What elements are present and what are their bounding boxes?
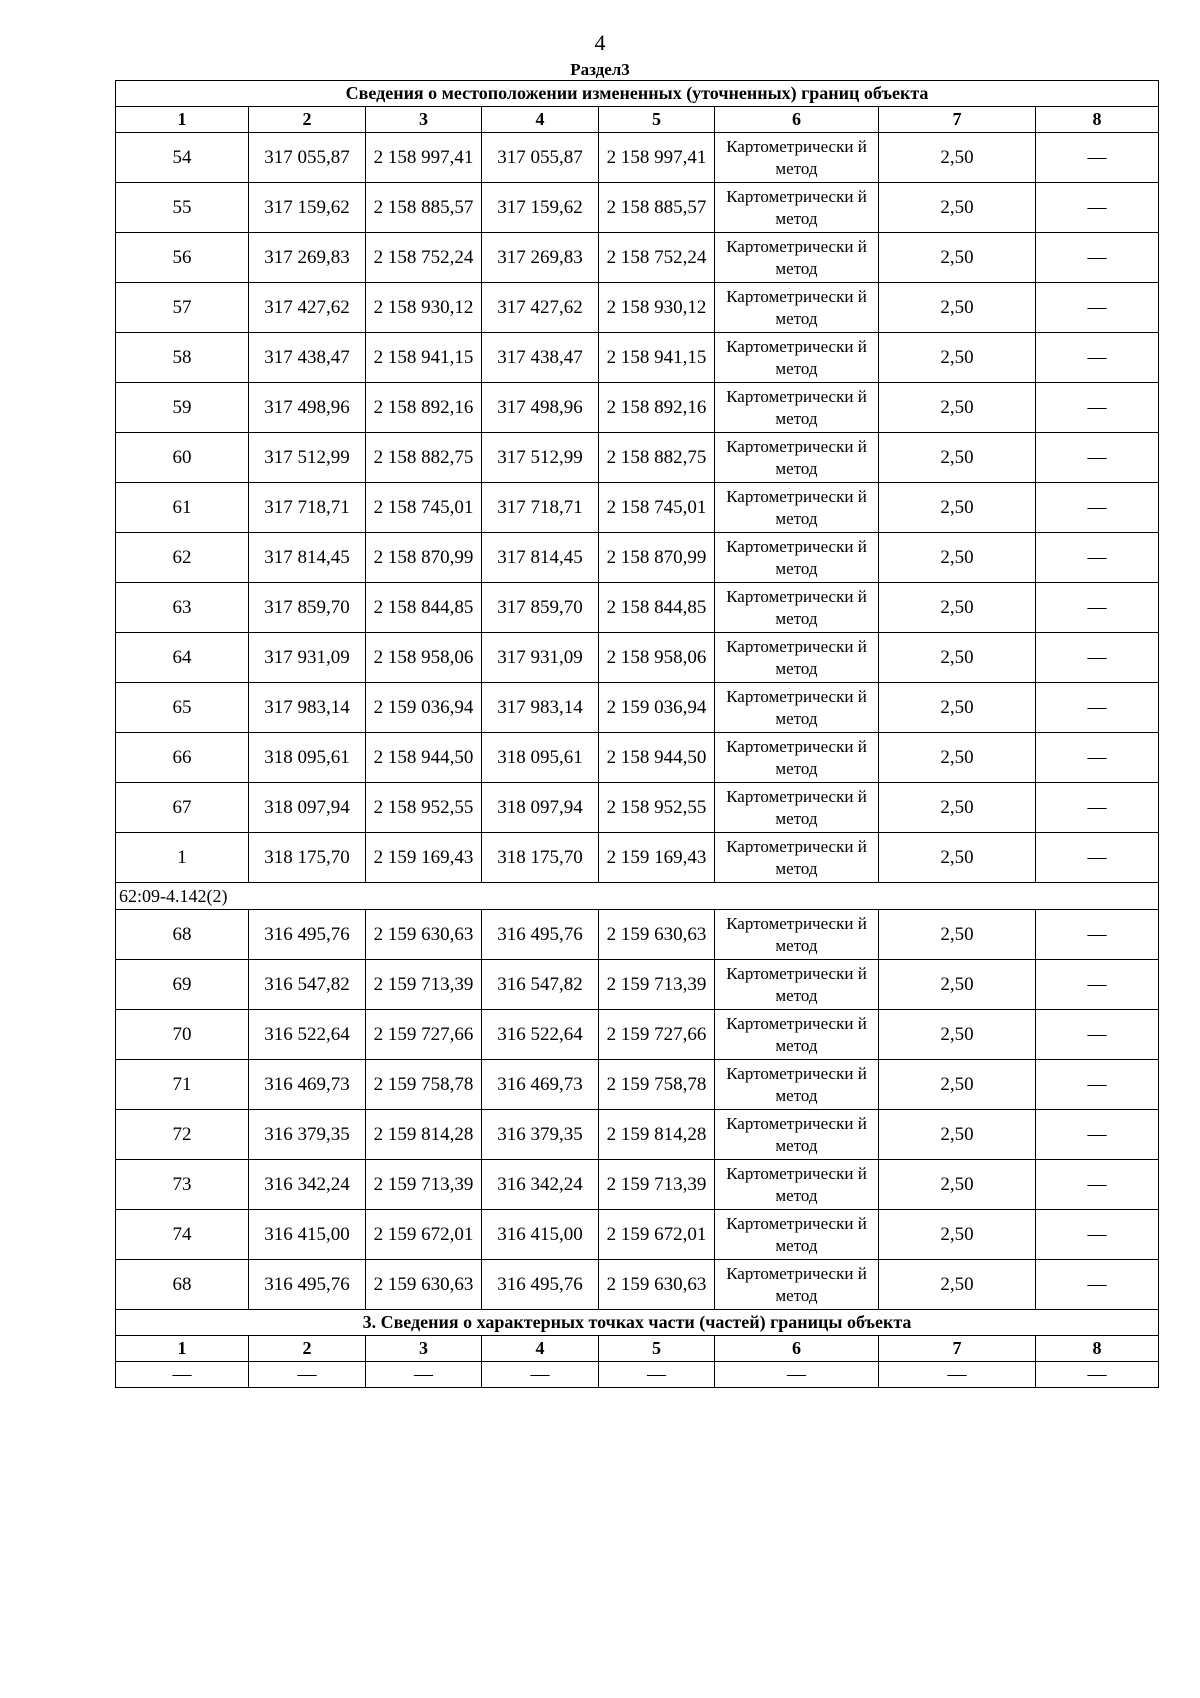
y-new-cell: 2 158 930,12 [599,283,715,333]
column-number: 5 [599,107,715,133]
y-new-cell: 2 158 885,57 [599,183,715,233]
x-old-cell: 316 379,35 [249,1110,366,1160]
dash-cell: — [715,1362,879,1388]
table-row [116,483,1159,533]
accuracy-cell: 2,50 [879,283,1036,333]
accuracy-cell: 2,50 [879,1160,1036,1210]
x-new-cell: 317 859,70 [482,583,599,633]
part-section-title: 3. Сведения о характерных точках части (частей) границы объекта [116,1310,1159,1336]
table-row [116,733,1159,783]
y-new-cell: 2 158 958,06 [599,633,715,683]
x-old-cell: 317 159,62 [249,183,366,233]
x-old-cell: 317 983,14 [249,683,366,733]
point-number-cell: 74 [116,1210,249,1260]
x-new-cell: 316 495,76 [482,1260,599,1310]
y-old-cell: 2 158 870,99 [366,533,482,583]
y-old-cell: 2 159 672,01 [366,1210,482,1260]
method-cell: Картометрически й метод [715,1260,879,1310]
x-old-cell: 317 512,99 [249,433,366,483]
point-number-cell: 57 [116,283,249,333]
point-number-cell: 72 [116,1110,249,1160]
column-number: 7 [879,107,1036,133]
column-number-row [116,107,1159,133]
y-new-cell: 2 158 944,50 [599,733,715,783]
x-old-cell: 316 522,64 [249,1010,366,1060]
column-number: 7 [879,1336,1036,1362]
column-number: 8 [1036,107,1159,133]
x-old-cell: 316 495,76 [249,910,366,960]
method-cell: Картометрически й метод [715,633,879,683]
table-row [116,183,1159,233]
accuracy-cell: 2,50 [879,233,1036,283]
y-new-cell: 2 159 814,28 [599,1110,715,1160]
dash-cell: — [879,1362,1036,1388]
x-new-cell: 317 814,45 [482,533,599,583]
description-cell: — [1036,583,1159,633]
y-new-cell: 2 159 630,63 [599,910,715,960]
y-old-cell: 2 158 997,41 [366,133,482,183]
description-cell: — [1036,1110,1159,1160]
table-row [116,960,1159,1010]
method-cell: Картометрически й метод [715,133,879,183]
y-old-cell: 2 159 727,66 [366,1010,482,1060]
table-row [116,433,1159,483]
y-old-cell: 2 158 752,24 [366,233,482,283]
y-old-cell: 2 158 844,85 [366,583,482,633]
accuracy-cell: 2,50 [879,833,1036,883]
description-cell: — [1036,910,1159,960]
description-cell: — [1036,183,1159,233]
method-cell: Картометрически й метод [715,1060,879,1110]
x-old-cell: 316 469,73 [249,1060,366,1110]
column-number: 8 [1036,1336,1159,1362]
accuracy-cell: 2,50 [879,133,1036,183]
x-old-cell: 317 498,96 [249,383,366,433]
table-title: Сведения о местоположении измененных (уточненных) границ объекта [116,81,1159,107]
method-cell: Картометрически й метод [715,1210,879,1260]
point-number-cell: 58 [116,333,249,383]
point-number-cell: 63 [116,583,249,633]
table-title-row [116,81,1159,107]
x-new-cell: 317 983,14 [482,683,599,733]
y-new-cell: 2 158 882,75 [599,433,715,483]
dash-cell: — [366,1362,482,1388]
x-old-cell: 317 055,87 [249,133,366,183]
point-number-cell: 68 [116,1260,249,1310]
table-row [116,1160,1159,1210]
point-number-cell: 73 [116,1160,249,1210]
dash-cell: — [116,1362,249,1388]
y-new-cell: 2 159 036,94 [599,683,715,733]
column-number: 1 [116,107,249,133]
point-number-cell: 67 [116,783,249,833]
x-new-cell: 317 931,09 [482,633,599,683]
y-new-cell: 2 158 752,24 [599,233,715,283]
table-row [116,1210,1159,1260]
x-old-cell: 318 095,61 [249,733,366,783]
description-cell: — [1036,1060,1159,1110]
table-row [116,633,1159,683]
point-number-cell: 55 [116,183,249,233]
method-cell: Картометрически й метод [715,183,879,233]
description-cell: — [1036,833,1159,883]
y-new-cell: 2 158 892,16 [599,383,715,433]
description-cell: — [1036,1010,1159,1060]
accuracy-cell: 2,50 [879,1060,1036,1110]
method-cell: Картометрически й метод [715,283,879,333]
point-number-cell: 70 [116,1010,249,1060]
y-new-cell: 2 158 844,85 [599,583,715,633]
point-number-cell: 71 [116,1060,249,1110]
accuracy-cell: 2,50 [879,960,1036,1010]
description-cell: — [1036,1210,1159,1260]
y-new-cell: 2 158 870,99 [599,533,715,583]
method-cell: Картометрически й метод [715,233,879,283]
y-old-cell: 2 158 944,50 [366,733,482,783]
point-number-cell: 68 [116,910,249,960]
y-old-cell: 2 158 882,75 [366,433,482,483]
method-cell: Картометрически й метод [715,783,879,833]
y-new-cell: 2 159 169,43 [599,833,715,883]
accuracy-cell: 2,50 [879,183,1036,233]
y-old-cell: 2 159 630,63 [366,1260,482,1310]
column-number: 3 [366,1336,482,1362]
point-number-cell: 61 [116,483,249,533]
section-label: Раздел3 [570,60,630,79]
dash-cell: — [482,1362,599,1388]
x-new-cell: 317 055,87 [482,133,599,183]
dash-cell: — [1036,1362,1159,1388]
x-new-cell: 316 522,64 [482,1010,599,1060]
method-cell: Картометрически й метод [715,1160,879,1210]
column-number: 6 [715,107,879,133]
x-new-cell: 316 415,00 [482,1210,599,1260]
table-row [116,583,1159,633]
y-old-cell: 2 158 941,15 [366,333,482,383]
description-cell: — [1036,783,1159,833]
accuracy-cell: 2,50 [879,433,1036,483]
table-row [116,283,1159,333]
group-row [116,883,1159,910]
y-new-cell: 2 159 713,39 [599,960,715,1010]
point-number-cell: 66 [116,733,249,783]
table-row [116,383,1159,433]
table-row [116,910,1159,960]
description-cell: — [1036,683,1159,733]
y-new-cell: 2 158 745,01 [599,483,715,533]
accuracy-cell: 2,50 [879,383,1036,433]
x-old-cell: 316 342,24 [249,1160,366,1210]
description-cell: — [1036,1160,1159,1210]
method-cell: Картометрически й метод [715,333,879,383]
page-number: 4 [594,30,606,55]
y-new-cell: 2 159 713,39 [599,1160,715,1210]
y-old-cell: 2 159 713,39 [366,960,482,1010]
x-new-cell: 318 095,61 [482,733,599,783]
y-old-cell: 2 159 036,94 [366,683,482,733]
x-old-cell: 317 438,47 [249,333,366,383]
description-cell: — [1036,383,1159,433]
description-cell: — [1036,633,1159,683]
y-old-cell: 2 159 630,63 [366,910,482,960]
x-new-cell: 317 427,62 [482,283,599,333]
table-row [116,233,1159,283]
y-old-cell: 2 158 885,57 [366,183,482,233]
y-old-cell: 2 158 952,55 [366,783,482,833]
table-row [116,1060,1159,1110]
x-new-cell: 317 159,62 [482,183,599,233]
y-old-cell: 2 159 713,39 [366,1160,482,1210]
column-number: 1 [116,1336,249,1362]
point-number-cell: 69 [116,960,249,1010]
description-cell: — [1036,1260,1159,1310]
x-old-cell: 318 175,70 [249,833,366,883]
x-old-cell: 316 547,82 [249,960,366,1010]
method-cell: Картометрически й метод [715,960,879,1010]
x-old-cell: 318 097,94 [249,783,366,833]
column-number: 6 [715,1336,879,1362]
table-row [116,783,1159,833]
y-new-cell: 2 159 672,01 [599,1210,715,1260]
x-new-cell: 316 379,35 [482,1110,599,1160]
column-number: 2 [249,107,366,133]
part-column-number-row [116,1336,1159,1362]
point-number-cell: 56 [116,233,249,283]
description-cell: — [1036,233,1159,283]
method-cell: Картометрически й метод [715,733,879,783]
x-new-cell: 316 547,82 [482,960,599,1010]
x-new-cell: 316 469,73 [482,1060,599,1110]
accuracy-cell: 2,50 [879,733,1036,783]
table-row [116,1110,1159,1160]
x-new-cell: 316 342,24 [482,1160,599,1210]
part-section-title-row [116,1310,1159,1336]
x-old-cell: 316 495,76 [249,1260,366,1310]
column-number: 3 [366,107,482,133]
accuracy-cell: 2,50 [879,1210,1036,1260]
description-cell: — [1036,433,1159,483]
dash-cell: — [249,1362,366,1388]
accuracy-cell: 2,50 [879,1260,1036,1310]
x-new-cell: 318 175,70 [482,833,599,883]
x-new-cell: 318 097,94 [482,783,599,833]
x-new-cell: 317 718,71 [482,483,599,533]
y-new-cell: 2 159 630,63 [599,1260,715,1310]
part-empty-row [116,1362,1159,1388]
x-old-cell: 317 718,71 [249,483,366,533]
y-new-cell: 2 159 758,78 [599,1060,715,1110]
method-cell: Картометрически й метод [715,483,879,533]
x-new-cell: 317 438,47 [482,333,599,383]
accuracy-cell: 2,50 [879,783,1036,833]
y-old-cell: 2 158 892,16 [366,383,482,433]
column-number: 4 [482,1336,599,1362]
accuracy-cell: 2,50 [879,333,1036,383]
description-cell: — [1036,283,1159,333]
x-new-cell: 317 512,99 [482,433,599,483]
method-cell: Картометрически й метод [715,533,879,583]
method-cell: Картометрически й метод [715,1110,879,1160]
table-row [116,1010,1159,1060]
x-old-cell: 317 427,62 [249,283,366,333]
point-number-cell: 54 [116,133,249,183]
x-old-cell: 317 859,70 [249,583,366,633]
x-old-cell: 317 814,45 [249,533,366,583]
x-new-cell: 316 495,76 [482,910,599,960]
y-old-cell: 2 158 958,06 [366,633,482,683]
accuracy-cell: 2,50 [879,1010,1036,1060]
y-new-cell: 2 158 997,41 [599,133,715,183]
x-old-cell: 316 415,00 [249,1210,366,1260]
point-number-cell: 1 [116,833,249,883]
accuracy-cell: 2,50 [879,483,1036,533]
column-number: 2 [249,1336,366,1362]
x-new-cell: 317 269,83 [482,233,599,283]
accuracy-cell: 2,50 [879,910,1036,960]
method-cell: Картометрически й метод [715,683,879,733]
x-old-cell: 317 269,83 [249,233,366,283]
table-row [116,683,1159,733]
column-number: 4 [482,107,599,133]
accuracy-cell: 2,50 [879,1110,1036,1160]
x-old-cell: 317 931,09 [249,633,366,683]
method-cell: Картометрически й метод [715,1010,879,1060]
method-cell: Картометрически й метод [715,383,879,433]
point-number-cell: 65 [116,683,249,733]
point-number-cell: 60 [116,433,249,483]
point-number-cell: 62 [116,533,249,583]
accuracy-cell: 2,50 [879,683,1036,733]
method-cell: Картометрически й метод [715,833,879,883]
x-new-cell: 317 498,96 [482,383,599,433]
table-row [116,1260,1159,1310]
table-row [116,133,1159,183]
accuracy-cell: 2,50 [879,533,1036,583]
y-old-cell: 2 159 758,78 [366,1060,482,1110]
description-cell: — [1036,133,1159,183]
y-new-cell: 2 158 952,55 [599,783,715,833]
group-label: 62:09-4.142(2) [116,883,1159,910]
method-cell: Картометрически й метод [715,433,879,483]
description-cell: — [1036,333,1159,383]
point-number-cell: 59 [116,383,249,433]
accuracy-cell: 2,50 [879,633,1036,683]
description-cell: — [1036,483,1159,533]
description-cell: — [1036,733,1159,783]
method-cell: Картометрически й метод [715,910,879,960]
y-new-cell: 2 159 727,66 [599,1010,715,1060]
description-cell: — [1036,960,1159,1010]
y-old-cell: 2 158 745,01 [366,483,482,533]
point-number-cell: 64 [116,633,249,683]
table-row [116,333,1159,383]
dash-cell: — [599,1362,715,1388]
y-new-cell: 2 158 941,15 [599,333,715,383]
description-cell: — [1036,533,1159,583]
table-row [116,533,1159,583]
method-cell: Картометрически й метод [715,583,879,633]
y-old-cell: 2 158 930,12 [366,283,482,333]
boundary-table [115,80,1159,1388]
column-number: 5 [599,1336,715,1362]
y-old-cell: 2 159 814,28 [366,1110,482,1160]
accuracy-cell: 2,50 [879,583,1036,633]
table-row [116,833,1159,883]
y-old-cell: 2 159 169,43 [366,833,482,883]
